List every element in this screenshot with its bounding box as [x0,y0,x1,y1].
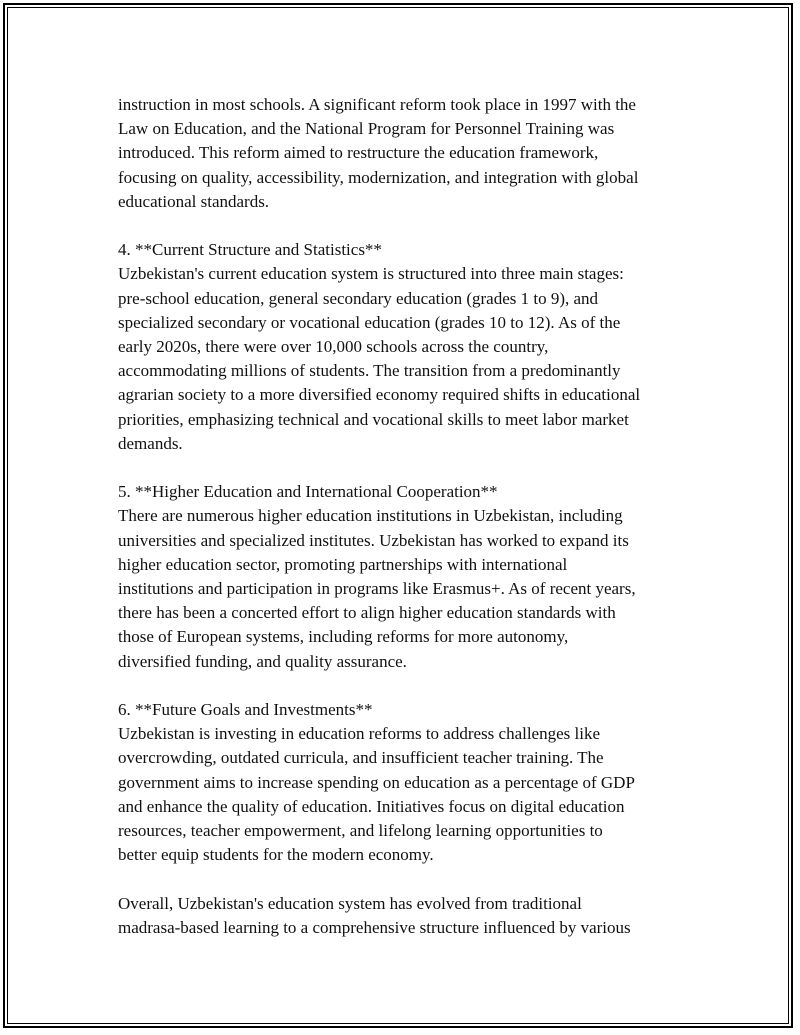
text-line: agrarian society to a more diversified economy required shifts in educational [118,385,641,405]
document-body [118,93,718,940]
text-line: introduced. This reform aimed to restructure the education framework, [118,143,599,163]
text-line: pre-school education, general secondary education (grades 1 to 9), and [118,288,599,308]
paragraph-overall [118,892,718,940]
text-line: demands. [118,433,183,453]
text-line: overcrowding, outdated curricula, and insufficient teacher training. The [118,748,604,768]
text-line: diversified funding, and quality assurance. [118,651,407,671]
text-line: specialized secondary or vocational education (grades 10 to 12). As of the [118,312,621,332]
text-line: and enhance the quality of education. Initiatives focus on digital education [118,796,625,816]
text-line: priorities, emphasizing technical and vocational skills to meet labor market [118,409,629,429]
text-line: resources, teacher empowerment, and lifelong learning opportunities to [118,821,603,841]
text-line: Uzbekistan is investing in education reforms to address challenges like [118,724,601,744]
paragraph-future-goals [118,698,718,867]
text-line: accommodating millions of students. The transition from a predominantly [118,361,621,381]
text-line: Uzbekistan's current education system is structured into three main stages: [118,264,624,284]
section-heading: 4. **Current Structure and Statistics** [118,240,382,260]
text-line: there has been a concerted effort to align higher education standards with [118,603,616,623]
text-line: institutions and participation in programs like Erasmus+. As of recent years, [118,579,636,599]
paragraph-higher-education [118,480,718,674]
text-line: Overall, Uzbekistan's education system has evolved from traditional [118,893,582,913]
text-line: instruction in most schools. A significant reform took place in 1997 with the [118,95,636,114]
section-heading: 5. **Higher Education and International Cooperation** [118,482,498,502]
text-line: educational standards. [118,191,270,211]
text-line: government aims to increase spending on education as a percentage of GDP [118,772,635,792]
text-line: There are numerous higher education institutions in Uzbekistan, including [118,506,623,526]
section-heading: 6. **Future Goals and Investments** [118,700,373,720]
text-line: better equip students for the modern economy. [118,845,434,865]
text-line: those of European systems, including reforms for more autonomy, [118,627,569,647]
text-line: focusing on quality, accessibility, modernization, and integration with global [118,167,639,187]
text-line: early 2020s, there were over 10,000 schools across the country, [118,337,549,357]
text-line: madrasa-based learning to a comprehensive structure influenced by various [118,917,631,937]
text-line: universities and specialized institutes. Uzbekistan has worked to expand its [118,530,629,550]
text-line: Law on Education, and the National Program for Personnel Training was [118,119,615,139]
paragraph-current-structure [118,238,718,456]
text-line: higher education sector, promoting partnerships with international [118,554,568,574]
paragraph-education-reform [118,93,718,214]
